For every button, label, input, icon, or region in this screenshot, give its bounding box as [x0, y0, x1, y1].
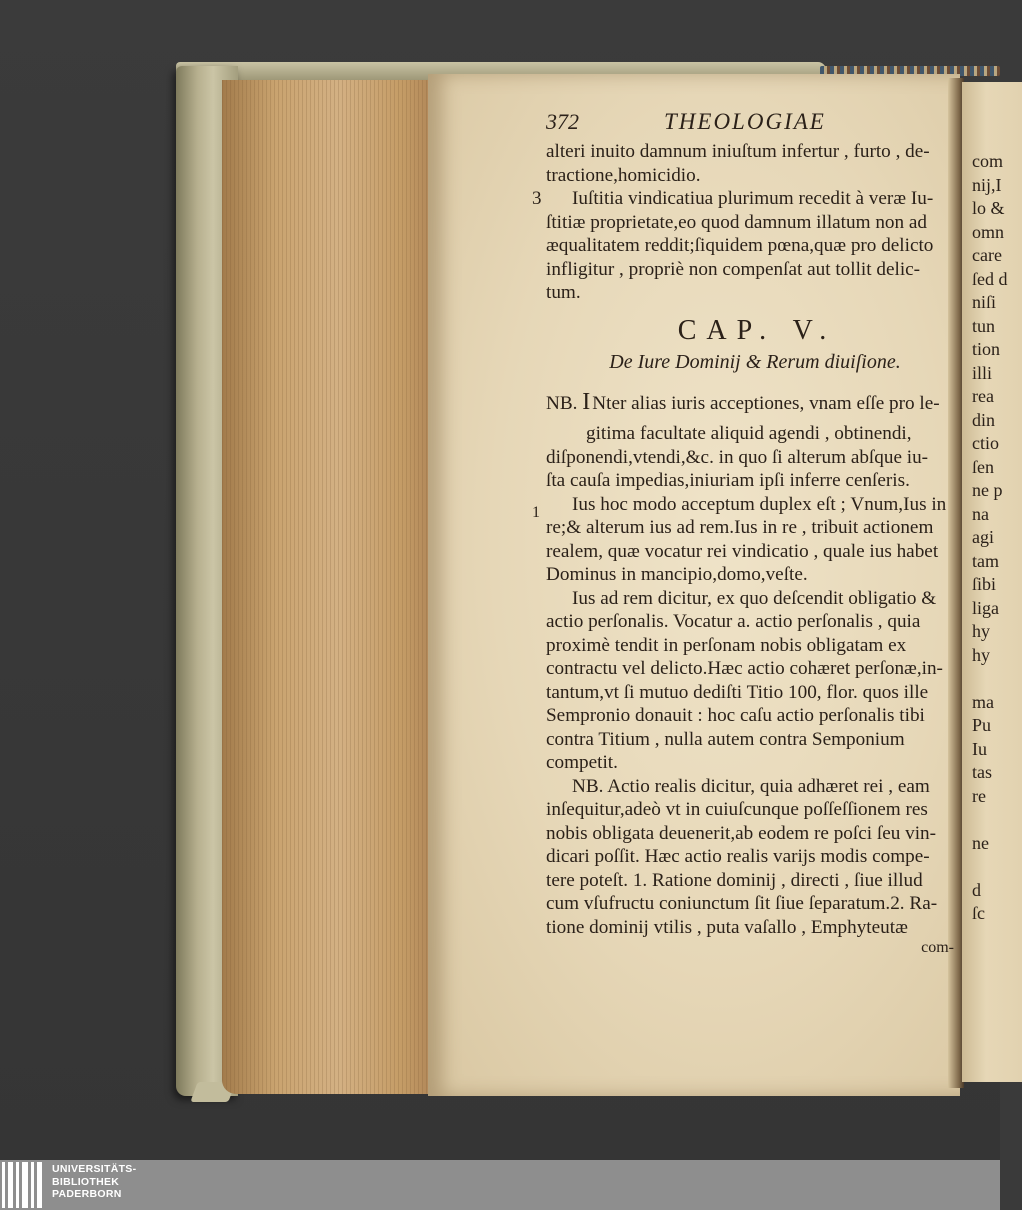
text-line: gitima facultate aliquid agendi , obtinendi,	[586, 423, 912, 444]
text-line: tractione,homicidio.	[546, 164, 701, 186]
logo-bar	[8, 1162, 13, 1208]
text-line: contractu vel delicto.Hæc actio cohæret perſonæ,in-	[546, 658, 943, 679]
text-line: Ius ad rem dicitur, ex quo deſcendit obligatio &	[572, 587, 937, 609]
text-line: contra Titium , nulla autem contra Semponium	[546, 728, 905, 750]
right-page-fragment: ſed d	[972, 268, 1008, 289]
right-page-fragment: illi	[972, 362, 993, 383]
footer-bar	[0, 1160, 1000, 1210]
text-line: tione dominij vtilis , puta vaſallo , Emphyteutæ	[546, 916, 908, 938]
text-line: NB. Actio realis dicitur, quia adhæret rei , eam	[572, 775, 930, 797]
logo-bar	[16, 1162, 19, 1208]
nb-paragraph-2	[546, 775, 954, 940]
text-line: æqualitatem reddit;ſiquidem pœna,quæ pro delicto	[546, 235, 934, 256]
right-page-fragment: rea	[972, 386, 994, 406]
right-page-fragment: niſi	[972, 292, 997, 312]
right-page-fragment	[972, 667, 1000, 691]
right-page-fragment: agi	[972, 527, 994, 547]
text-line: Nter alias iuris acceptiones, vnam eſſe pro le-	[592, 393, 940, 414]
item-number: 3	[532, 188, 542, 209]
right-page-fragment: d	[972, 879, 981, 900]
text-line: realem, quæ vocatur rei vindicatio , quale ius habet	[546, 540, 939, 562]
right-page-fragment: omn	[972, 221, 1005, 242]
nb-paragraph-1	[546, 382, 954, 493]
right-page-fragment: ne	[972, 832, 989, 853]
text-line: re;& alterum ius ad rem.Ius in re , tribuit actionem	[546, 517, 934, 538]
right-page-fragment	[972, 808, 1000, 832]
drop-cap: I	[582, 389, 591, 415]
logo-bar	[31, 1162, 34, 1208]
text-line: infligitur , propriè non compenſat aut tollit delic-	[546, 258, 921, 280]
text-line: tantum,vt ſi mutuo dediſti Titio 100, flor. quos ille	[546, 681, 929, 703]
catchword: com-	[921, 939, 954, 956]
right-page-fragment: Pu	[972, 715, 992, 735]
text-line: Ius hoc modo acceptum duplex eſt ; Vnum,Ius in	[572, 493, 947, 515]
right-page-fragment: re	[972, 785, 986, 806]
right-page-fragment: ſen	[972, 456, 994, 477]
text-line: actio perſonalis. Vocatur a. actio perſonalis , quia	[546, 611, 921, 632]
right-page-fragment: tion	[972, 339, 1001, 359]
right-page-fragment: nij,I	[972, 174, 1002, 195]
item-number: 1	[532, 503, 540, 521]
library-name-line: PADERBORN	[52, 1188, 122, 1200]
right-page-fragment: na	[972, 503, 989, 524]
right-page-text-fragments	[972, 150, 1008, 926]
right-page-fragment: ſibi	[972, 574, 997, 594]
text-line: Dominus in mancipio,domo,veſte.	[546, 564, 808, 585]
right-page-fragment: hy	[972, 621, 990, 641]
logo-bar	[2, 1162, 5, 1208]
item-3	[532, 187, 954, 305]
text-line: inſequitur,adeò vt in cuiuſcunque poſſeſſionem res	[546, 799, 928, 820]
text-line: alteri inuito damnum iniuſtum infertur , furto , de-	[546, 141, 930, 162]
page-edges	[222, 80, 434, 1094]
text-line: cum vſufructu coniunctum ſit ſiue ſeparatum.2. Ra-	[546, 893, 938, 914]
text-line: Iuſtitia vindicatiua plurimum recedit à veræ Iu-	[572, 188, 934, 209]
ius-ad-rem-paragraph	[546, 587, 954, 775]
right-page-fragment: tun	[972, 315, 996, 336]
right-page-fragment: ſc	[972, 903, 985, 923]
text-line: Sempronio donauit : hoc caſu actio perſonalis tibi	[546, 705, 925, 726]
text-line: competit.	[546, 752, 618, 773]
text-line: diſponendi,vtendi,&c. in quo ſi alterum abſque iu-	[546, 446, 929, 468]
library-logo-icon	[2, 1162, 46, 1208]
text-line: dicari poſſit. Hæc actio realis varijs modis compe-	[546, 846, 930, 867]
right-page-fragment: liga	[972, 597, 999, 618]
library-name-line: UNIVERSITÄTS-	[52, 1163, 137, 1175]
text-line: ſtitiæ proprietate,eo quod damnum illatum non ad	[546, 211, 928, 233]
right-page-fragment: lo &	[972, 198, 1005, 218]
library-name	[52, 1163, 136, 1201]
right-page-fragment: care	[972, 245, 1002, 265]
right-page-fragment: ma	[972, 691, 994, 712]
right-page-fragment: com	[972, 151, 1003, 171]
text-line: ſta cauſa impedias,iniuriam ipſi inferre cenſeris.	[546, 470, 910, 491]
item-1	[532, 493, 954, 587]
nb-marker: NB.	[546, 393, 578, 414]
right-page-fragment	[972, 855, 1000, 879]
running-head: THEOLOGIAE	[664, 109, 826, 134]
text-line: tum.	[546, 282, 581, 303]
right-page-fragment: ctio	[972, 433, 999, 453]
right-page-fragment: hy	[972, 644, 990, 665]
text-line: nobis obligata deuenerit,ab eodem re poſci ſeu vin-	[546, 822, 937, 844]
right-page-fragment: din	[972, 409, 996, 430]
right-page-fragment: tas	[972, 762, 992, 782]
text-line: tere poteſt. 1. Ratione dominij , directi , ſiue illud	[546, 869, 923, 891]
chapter-subtitle: De Iure Dominij & Rerum diuiſione.	[609, 350, 901, 373]
logo-bar	[22, 1162, 28, 1208]
chapter-title: CAP. V.	[677, 314, 837, 346]
logo-bar	[37, 1162, 42, 1208]
library-name-line: BIBLIOTHEK	[52, 1175, 120, 1188]
right-page-fragment: tam	[972, 550, 999, 571]
page-header	[546, 110, 954, 140]
page-number: 372	[546, 109, 579, 134]
nb-line-1	[546, 382, 954, 422]
right-page-fragment: ne p	[972, 480, 1003, 500]
right-page-fragment: Iu	[972, 738, 987, 759]
page-text	[532, 109, 954, 957]
text-line: proximè tendit in perſonam nobis obligatam ex	[546, 634, 907, 656]
